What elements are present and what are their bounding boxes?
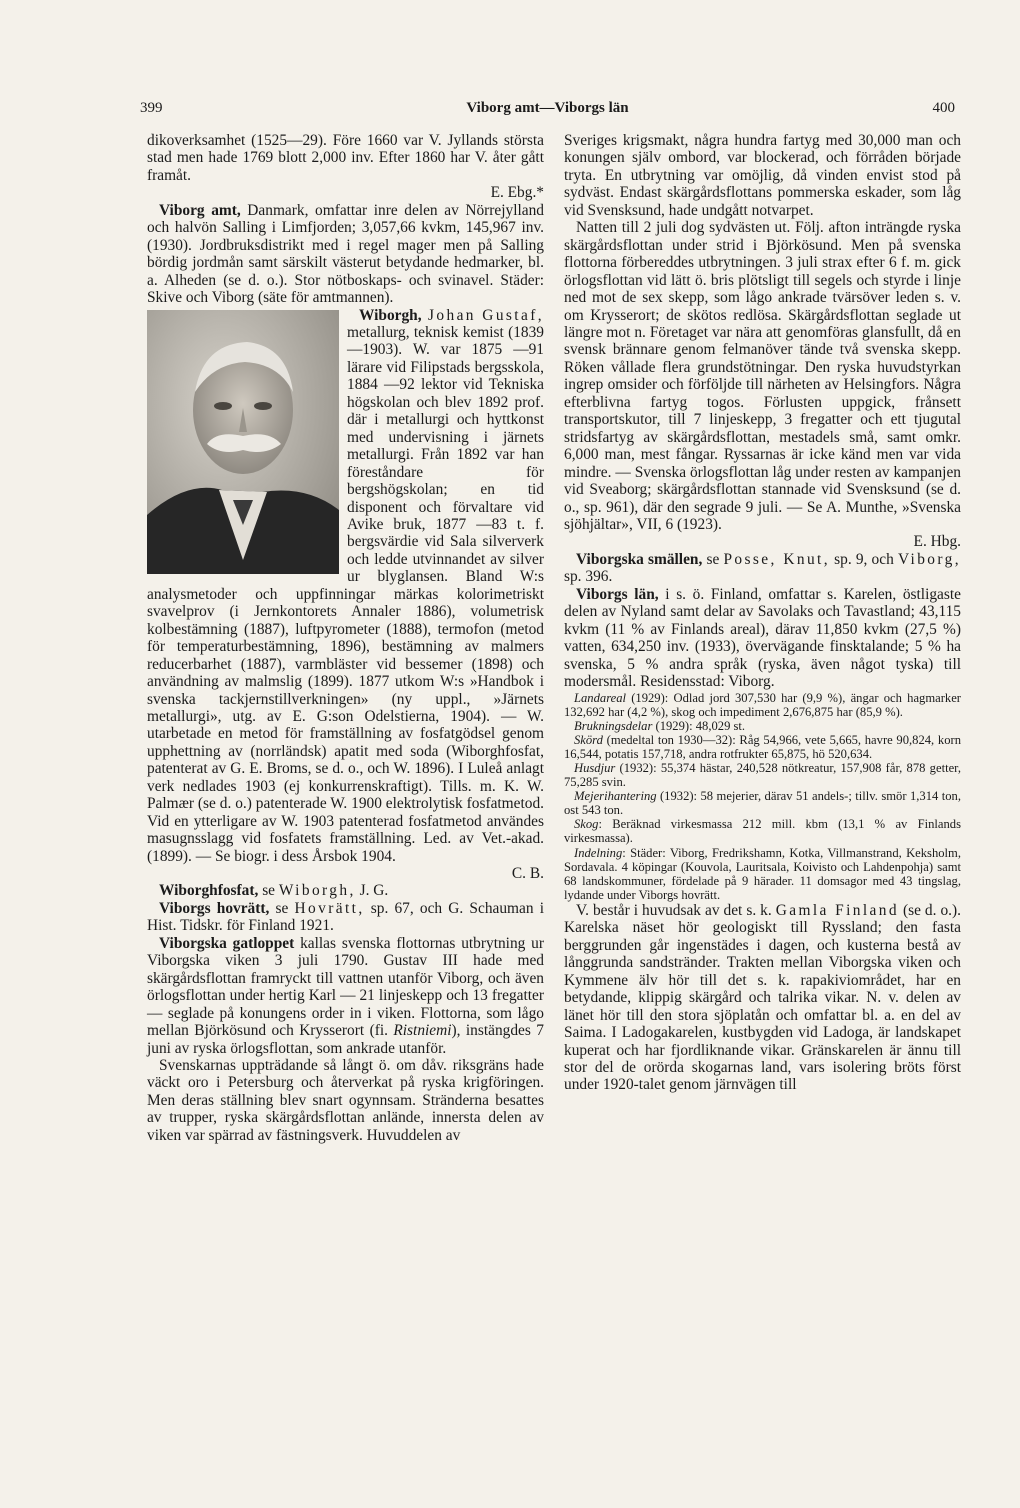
stat-skog: Skog: Beräknad virkesmassa 212 mill. kbm (13,1 % av Finlands virkesmassa). [564, 817, 961, 846]
cross-reference: Viborg, [897, 550, 961, 568]
signature: E. Ebg.* [490, 184, 544, 202]
stat-indelning: Indelning: Städer: Viborg, Fredrikshamn, Kotka, Villmanstrand, Keksholm, Sordavala. 4 köpingar (Kouvola, Lauritsala, Koivisto och Lahdenpohja) samt 68 landskommuner, fördelade på 9 härader. 11 domsagor med 43 tingslag, lydande under Viborgs hovrätt. [564, 845, 961, 902]
stat-husdjur: Husdjur (1932): 55,374 hästar, 240,528 nötkreatur, 157,908 får, 878 getter, 75,285 svin. [564, 760, 961, 790]
entry-headword: Wiborghfosfat, [159, 882, 259, 900]
portrait-image [147, 310, 339, 574]
entry-headword: Viborgska smällen, [576, 550, 703, 568]
paragraph: V. består i huvudsak av det s. k. Gamla Finland (se d. o.). Karelska näset hör geologiskt till Ryssland; den fasta berggrunden går ingenstädes i dagen, och kusterna bestå av långgrunda sandstränder. Trakten mellan Viborgska viken och Kymmene älv hör till det s. k. rapakiviområdet, har en betydande, klippig skärgård och talrika vikar. N. v. delen av länet hör till den stora sjöplatån och omfattar bl. a. en del av Saima. I Ladogakarelen, kustbygden vid Ladoga, är landskapet kuperat och har fjordliknande vikar. Gränskarelen är ännu till stor del de orörda skogarnas land, vars isolering bröts först under 1920-talet genom järnvägen till [564, 901, 961, 1094]
paragraph: Natten till 2 juli dog sydvästen ut. Följ. afton inträngde ryska skärgårdsflottan under strid i Björkösund. Men på svenska flottorna förbereddes utbrytningen. 3 juli strax efter 6 f. m. gick örlogsflottan vid lätt ö. bris plötsligt till segels och styrde i linje ned mot de sex skepp, som lågo ankrade tvärsöver leden s. v. om Krysserort; de skötos redlösa. Skärgårdsflottan seglade ut längre mot n. Företaget var nära att genomföras glansfullt, då en svensk brännare genom felmanöver tände två svenska skepp. Röken vållade flera grundstötningar. Den ryska huvudstyrkan ingrep omsider och förföljde till närheten av Helsingfors. Några efterblivna fartyg togos. Förlusten uppgick, frånsett transportskutor, till 7 linjeskepp, 3 fregatter och ett tjugutal stridsfartyg av skärgårdsflottan, mestadels små, samt omkr. 6,000 man, mest fångar. Ryssarnas är icke känd men var vida mindre. — Svenska örlogsflottan låg under resten av kampanjen vid Sveaborg; skärgårdsflottan stannade vid Svensksund (se d. o., sp. 961), där den segrade 9 juli. — Se A. Munthe, »Svenska sjöhjältar», VII, 6 (1923). [564, 219, 961, 533]
entry-headword: Viborgska gatloppet [159, 934, 295, 952]
right-column [564, 132, 961, 1094]
left-column [147, 132, 544, 1144]
stat-mejerihantering: Mejerihantering (1932): 58 mejerier, därav 51 andels-; tillv. smör 1,314 ton, ost 543 ton. [564, 789, 961, 818]
stat-landareal: Landareal (1929): Odlad jord 307,530 har (9,9 %), ängar och hagmarker 132,692 har (4,2 %), skog och impediment 2,676,875 har (85,9 %). [564, 690, 961, 719]
entry-headword: Viborg amt, [159, 201, 241, 219]
running-title: Viborg amt—Viborgs län [466, 100, 629, 116]
page-header [140, 100, 955, 122]
page-number-left: 399 [140, 100, 163, 116]
page-number-right: 400 [932, 100, 955, 116]
signature: C. B. [511, 865, 544, 883]
statistics-block [564, 691, 961, 902]
entry-headword: Viborgs län, [576, 585, 659, 603]
entry-viborgska-gatloppet: Viborgska gatloppet kallas svenska flottornas utbrytning ur Viborgska viken 3 juli 1790. Gustav III hade med skärgårdsflottan framryckt till vattnen utanför Viborg, och även örlogsflottan under hertig Karl — 21 linjeskepp och 13 fregatter — seglade på konungens order in i viken. Flottorna, som lågo mellan Björkösund och Krysserort (fi. Ristniemi), instängdes 7 juni av ryska örlogsflottan, som ankrade utanför. [147, 934, 544, 1057]
entry-headword: Viborgs hovrätt, [159, 899, 270, 917]
paragraph: Sveriges krigsmakt, några hundra fartyg med 30,000 man och konungen själv ombord, var blockerad, och förråden började tryta. En utbrytning var omöjlig, då vinden envist stod på sydväst. Endast skärgårdsflottans pommerska eskader, som låg vid Svensksund, hade undgått notvarpet. [564, 132, 961, 219]
viborg-city-tail: dikoverksamhet (1525—29). Före 1660 var V. Jyllands största stad men hade 1769 blott 2,000 inv. Efter 1860 har V. åter gått framåt. [147, 132, 544, 184]
entry-viborgs-lan: Viborgs län, i s. ö. Finland, omfattar s. Karelen, östligaste delen av Nyland samt delar av Savolaks och Tavastland; 43,115 kvkm (11 % av Finlands areal), därav 11,850 kvkm (27,5 %) vatten, 634,250 inv. (1933), övervägande finsktalande; 5 % ha svenska, 5 % andra språk (ryska, även något tyska) till modersmål. Residensstad: Viborg. [564, 585, 961, 691]
stat-skord: Skörd (medeltal ton 1930—32): Råg 54,966, vete 5,665, havre 90,824, korn 16,544, potatis 157,718, andra rotfrukter 65,875, hö 520,634. [564, 732, 961, 761]
stat-brukningsdelar: Brukningsdelar (1929): 48,029 st. [574, 718, 746, 733]
entry-headword: Wiborgh, [359, 306, 422, 324]
cross-reference: Posse, Knut, [723, 550, 830, 568]
entry-viborgs-hovratt: Viborgs hovrätt, se Hovrätt, sp. 67, och G. Schauman i Hist. Tidskr. för Finland 1921. [147, 899, 544, 935]
cross-reference: Hovrätt, [294, 899, 365, 917]
signature: E. Hbg. [913, 533, 961, 551]
wiborgh-portrait-photo [147, 310, 339, 574]
entry-wiborghfosfat: Wiborghfosfat, se Wiborgh, J. G. [159, 882, 389, 900]
entry-viborgska-smallen: Viborgska smällen, se Posse, Knut, sp. 9, och Viborg, sp. 396. [564, 550, 961, 586]
cross-reference: Wiborgh, [278, 882, 356, 900]
entry-wiborgh: Wiborgh, Johan Gustaf, metallurg, teknisk kemist (1839—1903). W. var 1875 —91 lärare vid Filipstads bergsskola, 1884 —92 lektor vid Tekniska högskolan och blev 1892 prof. där i metallurgi och hyttkonst med undervisning i järnets metallurgi. Från 1892 var han föreståndare för bergshögskolan; en tid disponent och förvaltare vid Avike bruk, 1877 —83 t. f. bergsvärdie vid Sala silververk och ledde utvinnandet av silver ur blyglansen. Bland W:s analysmetoder och uppfinningar märkas kolorimetriskt svavelprov (i Jernkontorets Annaler 1886), volumetrisk kolbestämning (1887), luftpyrometer (1888), termofon (metod för temperaturbestämning, 1896), bestämning av malmers reducerbarhet (1887), varmbläster vid bessemer (1898) och användning av malmslig (1899). 1877 utkom W:s »Handbok i svenska tackjernstillverkningen» (ny uppl., »Järnets metallurgi», utg. av E. G:son Odelstierna, 1904). — W. utarbetade en metod för framställning av fosfatgödsel genom upphettning av (norrländsk) apatit med soda (Wiborghfosfat, patenterat av G. E. Broms, se d. o., och W. 1896). I Luleå anlagt verk nedlades 1903 (ej konkurrenskraftigt). Tills. m. K. W. Palmær (se d. o.) patenterade W. 1900 elektrolytisk fosfatmetod. Vid en ytterligare av W. 1903 patenterad fosfatmetod användes masugnsslagg vid fosfatets framställning. Led. av Vet.-akad. (1899). — Se biogr. i dess Årsbok 1904. [147, 306, 544, 865]
paragraph: Svenskarnas uppträdande så långt ö. om dåv. riksgräns hade väckt oro i Petersburg och återverkat på ryska krigföringen. Men deras ställning blev snart ogynnsam. Stränderna besattes av trupper, ryska skärgårdsflottan anlände, innersta delen av viken var spärrad av fästningsverk. Huvuddelen av [147, 1057, 544, 1144]
entry-viborg-amt: Viborg amt, Danmark, omfattar inre delen av Nörrejylland och halvön Salling i Limfjorden; 3,057,66 kvkm, 145,967 inv. (1930). Jordbruksdistrikt med i regel mager men på Salling bördig jordmån samt särskilt västerut betydande hedmarker, bl. a. Alheden (se d. o.). Stor nötboskaps- och svinavel. Städer: Skive och Viborg (säte för amtmannen). [147, 201, 545, 307]
cross-reference: Gamla Finland [775, 901, 899, 919]
